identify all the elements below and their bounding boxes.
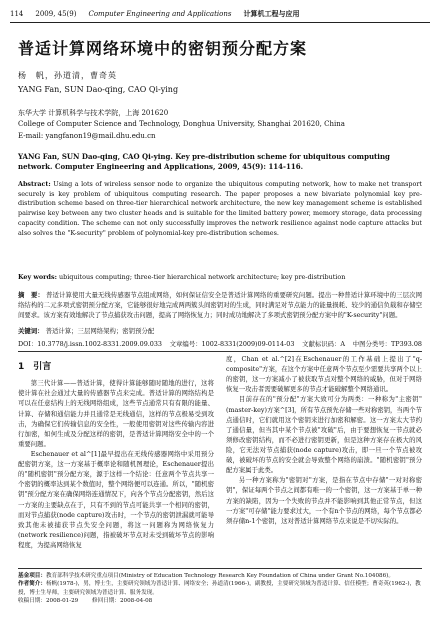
keywords-en (18, 273, 422, 281)
issue-info: 2009, 45(9) (35, 10, 77, 18)
body-column-left (18, 356, 214, 550)
abstract-en-label: Abstract: (18, 180, 51, 188)
abstract-cn-text: 普适计算使用大量无线传感器节点组成网络，如何保证信安全是普适计算网络的重要研究问题。提出一种普适计算环境中的三层次网络结构的二元多项式密钥预分配方案，它能够很好地完成两两簇头间密钥对的生成，同时满足对节点能力的能量损耗、较少的通信负载和存储空间要求。该方案有效地解决了节点捕获攻击问题，提高了网络恢复力；同时成功地解决了多项式密钥预分配方案中的"K-security"问题。 (18, 291, 422, 319)
paper-title: 普适计算网络环境中的密钥预分配方案 (18, 39, 308, 58)
received-date: 收稿日期：2008-01-29 (18, 598, 79, 605)
doi: DOI：10.3778/j.issn.1002-8331.2009.09.033 (18, 340, 162, 348)
abstract-en-text: Using a lots of wireless sensor node to organize the ubiquitous computing network, how to make net transport securely is key problem of ubiquitous computing research. The paper proposes a new bivariate polynomial key pre-distribution scheme based on three-tier hierarchical network architecture, the new key management scheme is established pairwise key between any two cluster heads and is suitable for the limited battery power, memory storage, data processing capacity condition. The scheme can not only successfully improves the network resilience against node capture attacks but also solves the "K-security" problem of polynomial-key pre-distribution schemes. (18, 180, 422, 237)
fund-note (18, 572, 422, 580)
author-bio-note (18, 580, 422, 597)
keywords-en-label: Key words: (18, 273, 57, 281)
abstract-cn (18, 291, 422, 321)
running-header (10, 6, 430, 23)
keywords-en-text: ubiquitous computing; three-tier hierarchical network architecture; key pre-distribution (59, 273, 346, 281)
body-paragraph: 第三代计算——普适计算，使得计算能够随时随地的进行，这将使计算在社会通过大量的传感器节点来完成。普适计算的网络结构是可以在任意结构上的无线网络组成，这些节点通常只有有限的能量、计算、存储和通信能力并且通常是无线通信，这样的节点极易受到攻击，为确保它们传输信息的安全性，一般使用密钥对这些传输内容进行加密，如何生成及分配这样的密钥，是普适计算网络安全中的一个重要问题。 (18, 379, 214, 448)
fund-text: 教育部科学技术研究重点项目(Ministry of Education Technology Research Key Foundation of China under Grant No.104086)。 (45, 573, 394, 579)
authors-en: YANG Fan, SUN Dao-qing, CAO Qi-ying (18, 85, 179, 94)
clc-number: 中图分类号：TP393.08 (352, 340, 422, 348)
journal-name-en: Computer Engineering and Applications (88, 10, 232, 18)
body-paragraph: 另一种方案称为"密钥对"方案，是指在节点中存储"一对对称密钥"，保证每两个节点之间都有唯一的一个密钥，这一方案基于单一种方案的缺陷，因为一个失败的节点并不能影响到其他正常节点，但这一方案"可存储"能力要求过大，一个有n个节点的网络，每个节点都必须存储n-1个密钥，这对普适计算网络节点来说是不切实际的。 (226, 476, 422, 525)
citation: YANG Fan, SUN Dao-qing, CAO Qi-ying. Key pre-distribution scheme for ubiquitous computing network. Computer Engineering and Applications, 2009, 45(9): 114-116. (18, 152, 390, 172)
abstract-cn-label: 摘 要： (18, 291, 44, 299)
keywords-cn-label: 关键词： (18, 327, 44, 335)
journal-name-cn: 计算机工程与应用 (243, 10, 300, 18)
revised-date: 修回日期：2008-04-08 (92, 598, 153, 605)
page-number: 114 (10, 10, 24, 18)
keywords-cn (18, 326, 422, 335)
abstract-en (18, 180, 422, 238)
article-number: 文章编号：1002-8331(2009)09-0114-03 (169, 340, 295, 348)
keywords-cn-text: 普适计算；三层网络架构；密钥预分配 (45, 327, 155, 335)
body-column-right (226, 354, 422, 526)
affiliation-en: College of Computer Science and Technology, Donghua University, Shanghai 201620, China (18, 120, 345, 128)
author-bio-label: 作者简介： (18, 581, 46, 588)
fund-label: 基金项目： (18, 573, 46, 579)
dates-note (18, 597, 422, 605)
author-bio-text: 杨帆(1978-)，男，博士生，主要研究领域为普适计算、网络安全；孙道清(1966-)，副教授，主要研究领域为普适计算、信任模型；曹奇英(1962-)，教授，博士生导师，主要研究领域为普适计算、服务发现。 (18, 581, 421, 596)
author-email: E-mail: yangfanon19@mail.dhu.edu.cn (18, 132, 156, 140)
affiliation-cn: 东华大学 计算机科学与技术学院，上海 201620 (18, 109, 169, 117)
article-identifiers (18, 339, 422, 352)
section-heading-introduction: 1 引言 (18, 362, 52, 372)
body-paragraph: 目前存在的"预分配"方案大致可分为两类：一种称为"主密钥"(master-key)方案^[3]，所有节点预先存储一些对称密钥，当两个节点通信时，它们就用这个密钥来进行加密和解密。这一方案太大节约了通信量，但当其中某个节点被"攻破"后，由于要想恢复一节点就必须修改密钥结构，而不必进行密钥更新，但是这种方案存在极大的风险，它无法对节点捕获(node capture)攻击，即一旦一个节点被攻破，被破坏的节点的安全就会导致整个网络的崩溃。"随机密钥"预分配方案属于此类。 (226, 395, 422, 475)
authors-cn: 杨 帆，孙道清，曹奇英 (18, 71, 117, 80)
footnotes (18, 568, 422, 606)
body-paragraph: Eschenauer et al^[1]最早提出在无线传感器网络中采用预分配密钥方案，这一方案基于概率论和随机图理论，Eschenauer提出的"随机密钥"预分配方案，源于这样一个结论：任意两个节点共享一个密钥的概率达到某个数值时，整个网络便可以连通。所以，"随机密钥"预分配方案在确保网络连通情况下，向各个节点分配密钥，然后这一方案的主要缺点在于，只有不到的节点可能共享一个相同的密钥，而对节点捕获(node capture)攻击时，一个节点的密钥泄漏就可能导致其他未被捕获节点失安全问题，将这一问题称为网络恢复力(network resilience)问题，指被破坏节点对未受到破坏节点的影响程度，为提高网络恢复 (18, 449, 214, 549)
body-paragraph: 度，Chan et al.^[2]在Eschenauer的工作基础上提出了"q-composite"方案，在这个方案中任意两个节点至少需要共享两个以上的密钥，这一方案减小了被获取节点对整个网络的威胁，但对于网络恢复一攻击者需要破解更多的节点才能破解整个网络通讯。 (226, 355, 422, 394)
document-code: 文献标识码：A (302, 340, 346, 348)
